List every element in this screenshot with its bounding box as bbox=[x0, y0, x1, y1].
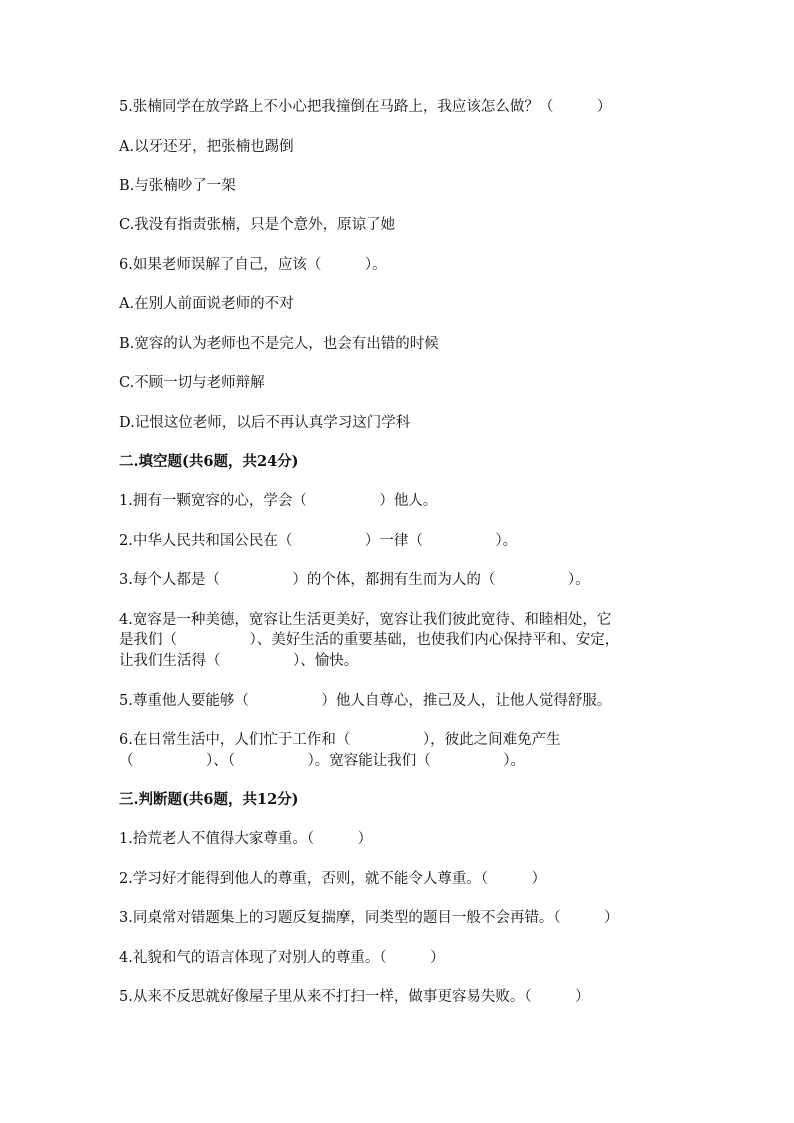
option-6a: A.在别人前面说老师的不对 bbox=[119, 296, 294, 312]
fill-question-5: 5.尊重他人要能够（ ）他人自尊心，推己及人，让他人觉得舒服。 bbox=[119, 693, 612, 709]
option-6c: C.不顾一切与老师辩解 bbox=[119, 375, 265, 391]
fill-question-2: 2.中华人民共和国公民在（ ）一律（ ）。 bbox=[119, 533, 518, 549]
fill-question-4-line-2: 是我们（ ）、美好生活的重要基础，也使我们内心保持平和、安定， bbox=[119, 632, 620, 648]
question-6-stem: 6.如果老师误解了自己，应该（ ）。 bbox=[119, 257, 387, 273]
fill-question-6-line-1: 6.在日常生活中，人们忙于工作和（ ），彼此之间难免产生 bbox=[119, 732, 561, 748]
judge-question-3: 3.同桌常对错题集上的习题反复揣摩，同类型的题目一般不会再错。（ ） bbox=[119, 910, 619, 926]
judge-question-5: 5.从来不反思就好像屋子里从来不打扫一样，做事更容易失败。（ ） bbox=[119, 989, 590, 1005]
judge-question-4: 4.礼貌和气的语言体现了对别人的尊重。（ ） bbox=[119, 950, 445, 966]
option-6d: D.记恨这位老师，以后不再认真学习这门学科 bbox=[119, 415, 411, 431]
option-5c: C.我没有指责张楠，只是个意外，原谅了她 bbox=[119, 217, 396, 233]
option-5a: A.以牙还牙，把张楠也踢倒 bbox=[119, 139, 294, 155]
fill-question-3: 3.每个人都是（ ）的个体，都拥有生而为人的（ ）。 bbox=[119, 572, 590, 588]
question-5-stem: 5.张楠同学在放学路上不小心把我撞倒在马路上，我应该怎么做？（ ） bbox=[119, 99, 612, 115]
fill-question-6-line-2: （ ）、（ ）。宽容能让我们（ ）。 bbox=[119, 753, 525, 769]
fill-question-1: 1.拥有一颗宽容的心，学会（ ）他人。 bbox=[119, 493, 438, 509]
option-6b: B.宽容的认为老师也不是完人，也会有出错的时候 bbox=[119, 336, 439, 352]
section-heading-true-false: 三.判断题(共6题，共12分) bbox=[119, 791, 299, 808]
judge-question-2: 2.学习好才能得到他人的尊重，否则，就不能令人尊重。（ ） bbox=[119, 871, 547, 887]
section-heading-fill-in: 二.填空题(共6题，共24分) bbox=[119, 453, 299, 470]
fill-question-4-line-1: 4.宽容是一种美德，宽容让生活更美好，宽容让我们彼此宽待、和睦相处，它 bbox=[119, 612, 612, 628]
judge-question-1: 1.拾荒老人不值得大家尊重。（ ） bbox=[119, 831, 373, 847]
option-5b: B.与张楠吵了一架 bbox=[119, 178, 236, 194]
fill-question-4-line-3: 让我们生活得（ ）、愉快。 bbox=[119, 653, 359, 669]
